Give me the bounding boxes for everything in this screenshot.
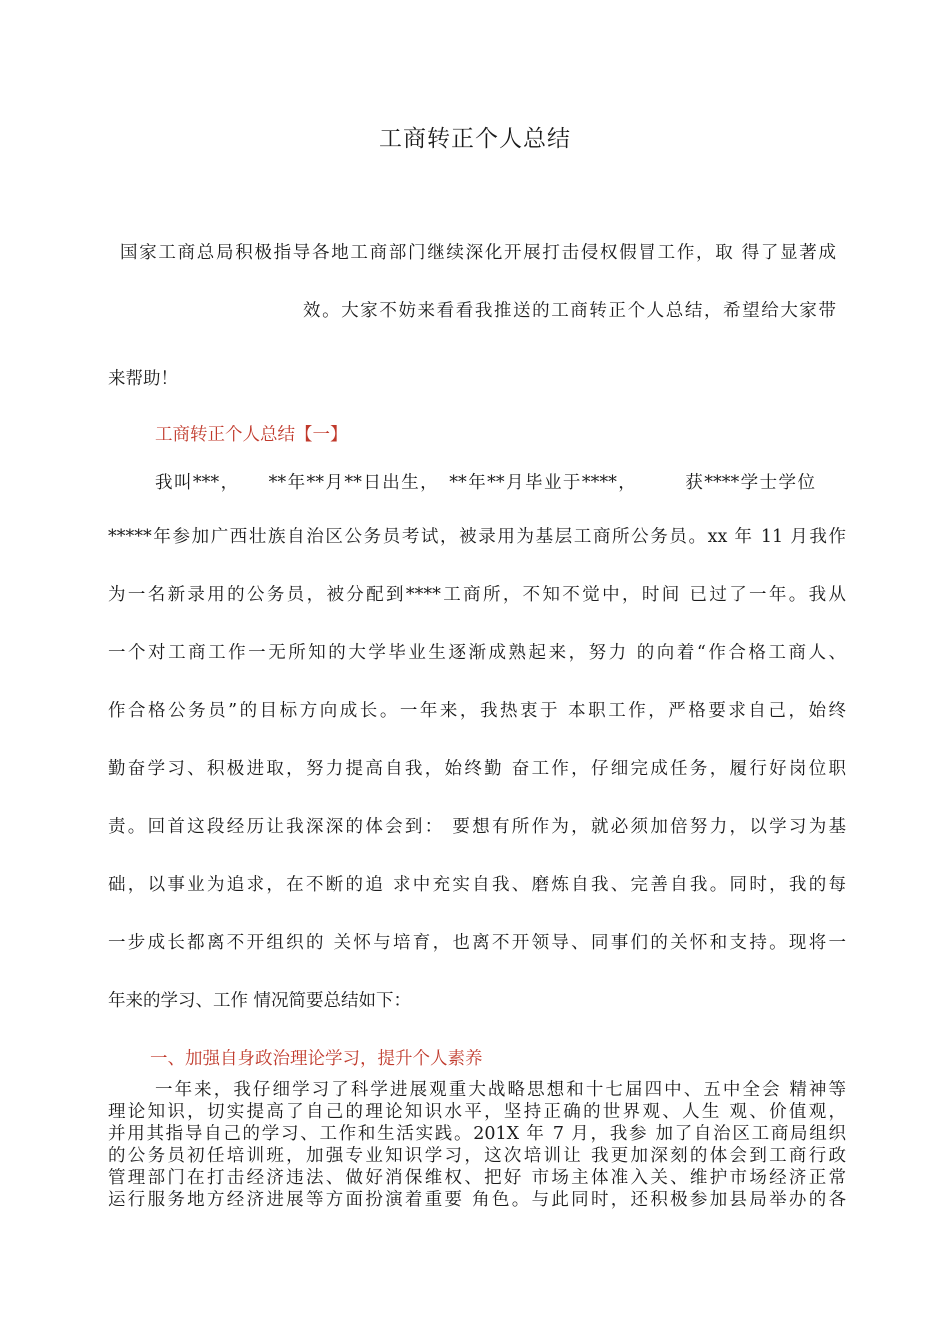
paragraph1-line-6: 勤奋学习、积极进取，努力提高自我，始终勤 奋工作，仔细完成任务，履行好岗位职 bbox=[108, 759, 846, 779]
paragraph1-line-2: *****年参加广西壮族自治区公务员考试，被录用为基层工商所公务员。xx 年 11 月我作 bbox=[108, 527, 846, 547]
intro-line-2: 效。大家不妨来看看我推送的工商转正个人总结，希望给大家带 bbox=[303, 301, 836, 321]
paragraph2-line-1: 一年来，我仔细学习了科学进展观重大战略思想和十七届四中、五中全会 精神等 bbox=[155, 1080, 846, 1100]
paragraph1-line-8: 础，以事业为追求，在不断的追 求中充实自我、磨炼自我、完善自我。同时，我的每 bbox=[108, 875, 846, 895]
paragraph2-line-6: 运行服务地方经济进展等方面扮演着重要 角色。与此同时，还积极参加县局举办的各 bbox=[108, 1190, 846, 1210]
paragraph1-line-9: 一步成长都离不开组织的 关怀与培育，也离不开领导、同事们的关怀和支持。现将一 bbox=[108, 933, 846, 953]
intro-line-3: 来帮助！ bbox=[108, 369, 178, 389]
paragraph2-line-5: 管理部门在打击经济违法、做好消保维权、把好 市场主体准入关、维护市场经济正常 bbox=[108, 1168, 846, 1188]
intro-line-1: 国家工商总局积极指导各地工商部门继续深化开展打击侵权假冒工作，取 得了显著成 bbox=[120, 243, 836, 263]
paragraph1-line-5: 作合格公务员”的目标方向成长。一年来，我热衷于 本职工作，严格要求自己，始终 bbox=[108, 701, 846, 721]
subheading-1: 一、加强自身政治理论学习，提升个人素养 bbox=[150, 1049, 483, 1069]
paragraph1-line-1: 我叫***， **年**月**日出生， **年**月毕业于****， 获****学士学位 bbox=[155, 473, 815, 493]
paragraph2-line-2: 理论知识，切实提高了自己的理论知识水平，坚持正确的世界观、人生 观、价值观， bbox=[108, 1102, 846, 1122]
paragraph2-line-3: 并用其指导自己的学习、工作和生活实践。201X 年 7 月，我参 加了自治区工商局组织 bbox=[108, 1124, 846, 1144]
paragraph1-line-10: 年来的学习、工作 情况简要总结如下： bbox=[108, 991, 412, 1011]
paragraph2-line-4: 的公务员初任培训班，加强专业知识学习，这次培训让 我更加深刻的体会到工商行政 bbox=[108, 1146, 846, 1166]
section-heading: 工商转正个人总结【一】 bbox=[155, 425, 348, 445]
paragraph1-line-7: 责。回首这段经历让我深深的体会到： 要想有所作为，就必须加倍努力，以学习为基 bbox=[108, 817, 846, 837]
paragraph1-line-3: 为一名新录用的公务员，被分配到****工商所，不知不觉中，时间 已过了一年。我从 bbox=[108, 585, 846, 605]
paragraph1-line-4: 一个对工商工作一无所知的大学毕业生逐渐成熟起来，努力 的向着“作合格工商人、 bbox=[108, 643, 846, 663]
document-title: 工商转正个人总结 bbox=[379, 126, 571, 152]
